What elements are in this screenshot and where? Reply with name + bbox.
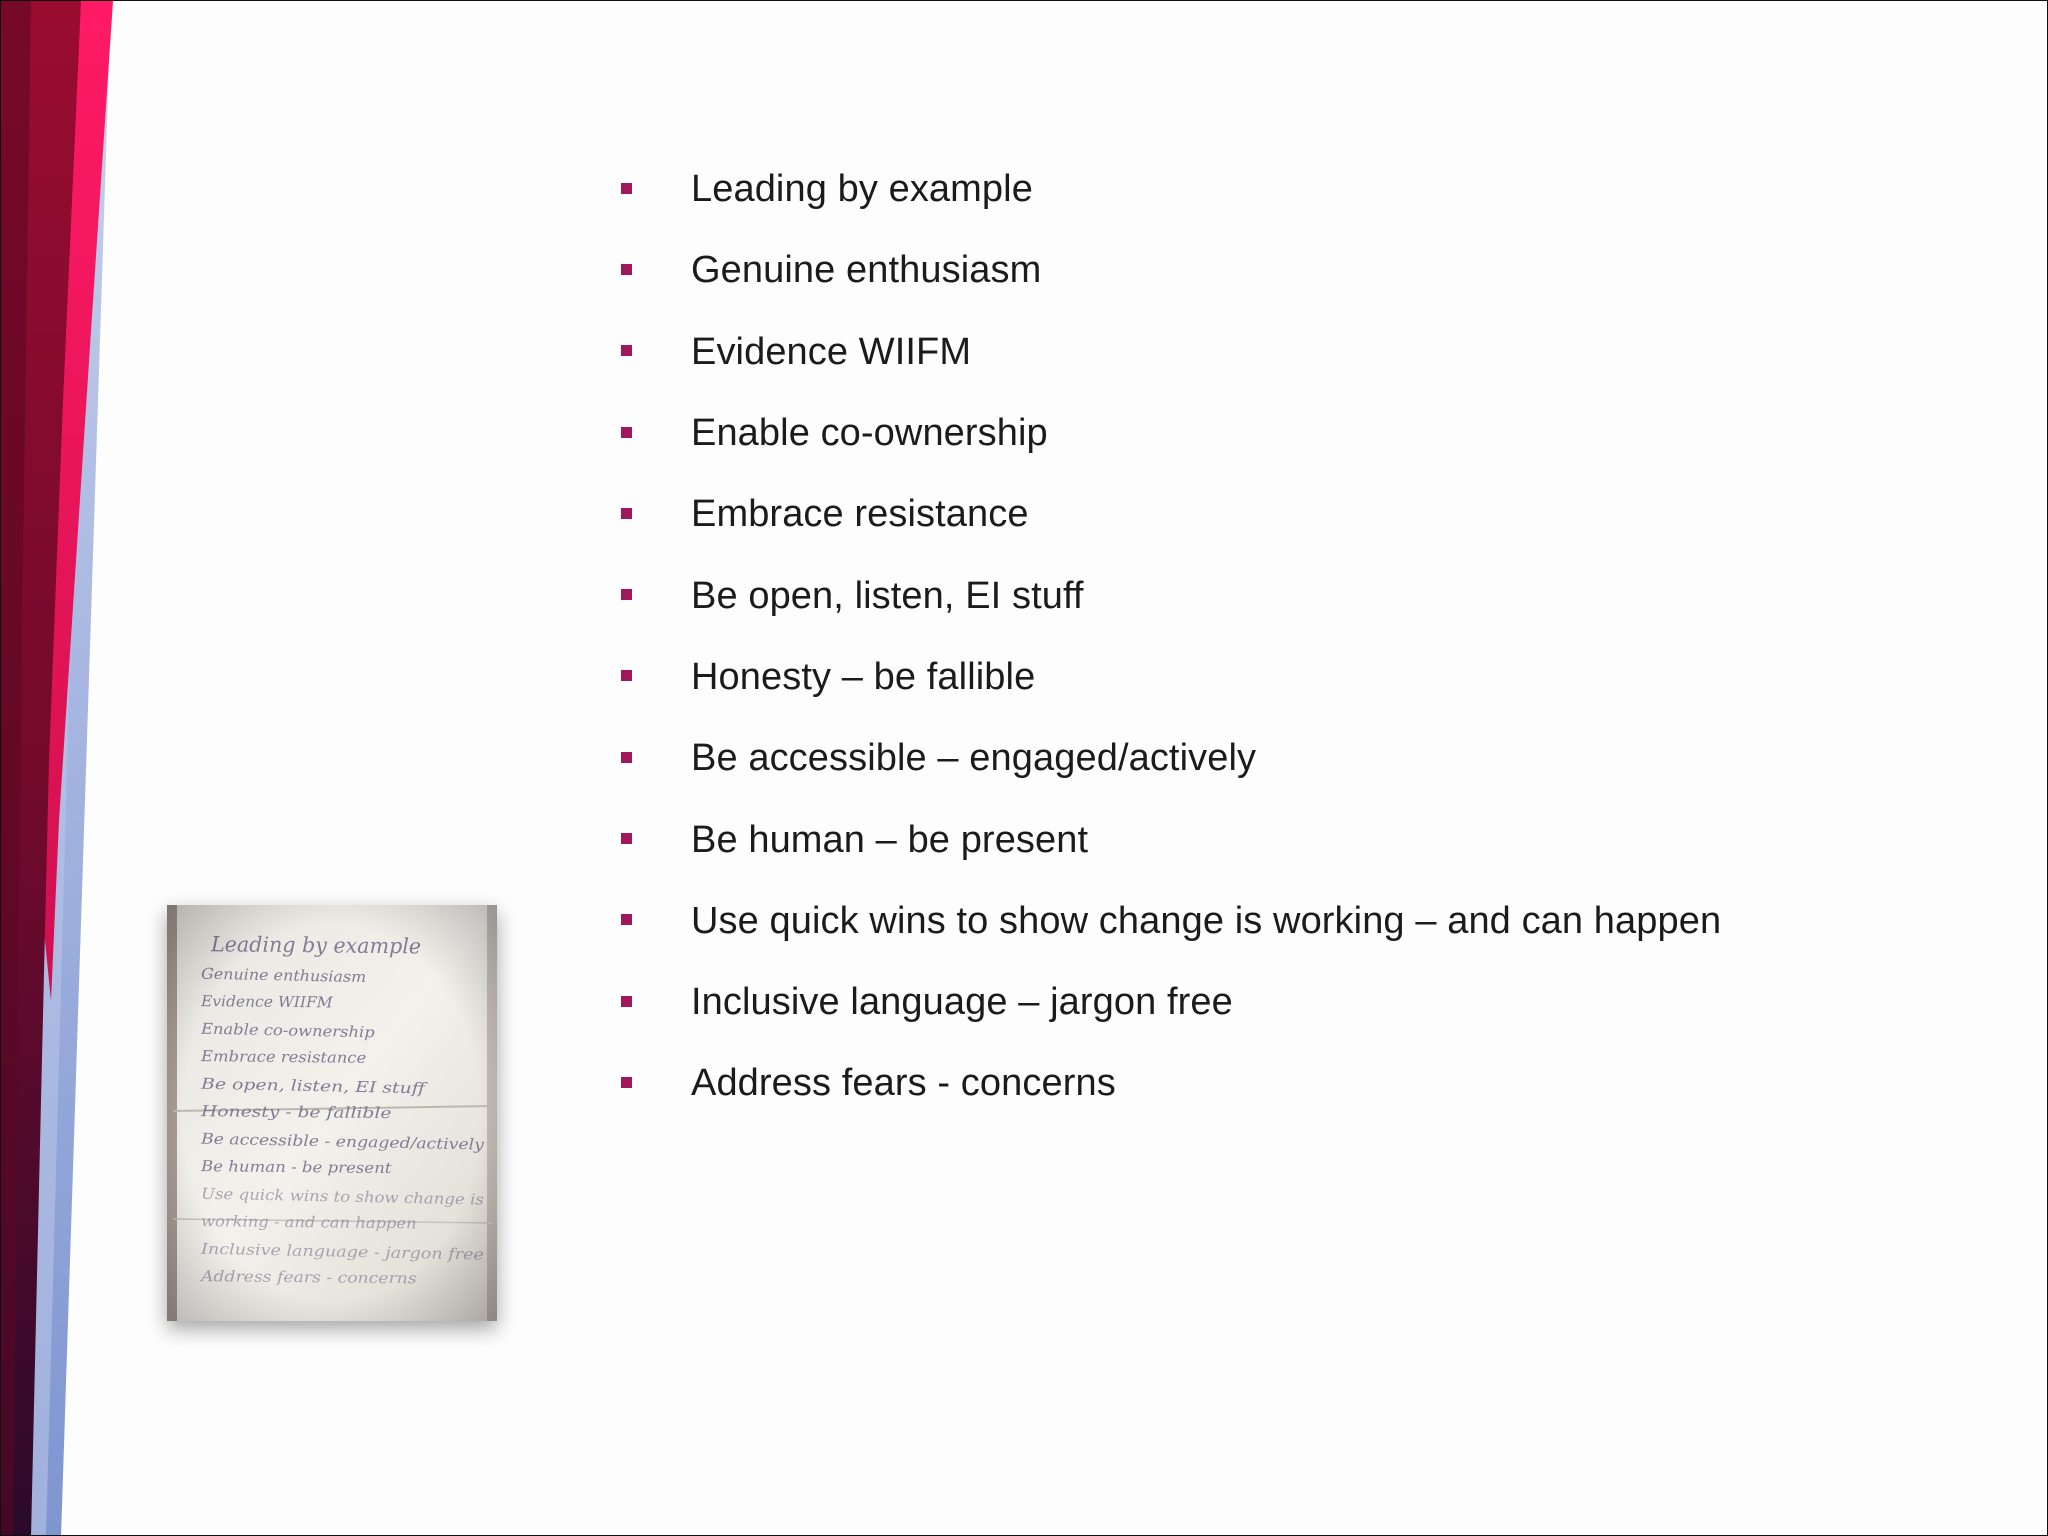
bullet-text: Use quick wins to show change is working – and can happen xyxy=(691,899,1722,942)
bullet-text: Evidence WIIFM xyxy=(691,330,972,373)
bullet-item xyxy=(621,799,1721,880)
square-bullet-icon xyxy=(621,345,632,356)
square-bullet-icon xyxy=(621,427,632,438)
bullet-text: Be accessible – engaged/actively xyxy=(691,737,1257,780)
bullet-text: Honesty – be fallible xyxy=(691,655,1036,698)
bullet-text: Address fears - concerns xyxy=(691,1062,1116,1105)
square-bullet-icon xyxy=(621,264,632,275)
bullet-text: Genuine enthusiasm xyxy=(691,249,1042,292)
bullet-text: Be open, listen, EI stuff xyxy=(691,574,1084,617)
square-bullet-icon xyxy=(621,589,632,600)
bullet-item xyxy=(621,718,1721,799)
bullet-item xyxy=(621,881,1721,962)
bullet-text: Leading by example xyxy=(691,168,1033,211)
decorative-side-accent xyxy=(1,1,121,1536)
square-bullet-icon xyxy=(621,833,632,844)
bullet-item xyxy=(621,474,1721,555)
bullet-text: Enable co-ownership xyxy=(691,412,1048,455)
bullet-item xyxy=(621,1043,1721,1124)
square-bullet-icon xyxy=(621,996,632,1007)
square-bullet-icon xyxy=(621,508,632,519)
bullet-item xyxy=(621,230,1721,311)
bullet-item xyxy=(621,637,1721,718)
square-bullet-icon xyxy=(621,1077,632,1088)
bullet-item xyxy=(621,555,1721,636)
bullet-text: Be human – be present xyxy=(691,818,1089,861)
bullet-item xyxy=(621,312,1721,393)
bullet-item xyxy=(621,149,1721,230)
square-bullet-icon xyxy=(621,914,632,925)
bullet-item xyxy=(621,962,1721,1043)
bullet-text: Inclusive language – jargon free xyxy=(691,981,1233,1024)
square-bullet-icon xyxy=(621,183,632,194)
square-bullet-icon xyxy=(621,670,632,681)
bullet-item xyxy=(621,393,1721,474)
square-bullet-icon xyxy=(621,752,632,763)
bullet-text: Embrace resistance xyxy=(691,493,1029,536)
bullet-list xyxy=(621,149,1721,1125)
handwritten-note-photo xyxy=(163,901,501,1325)
